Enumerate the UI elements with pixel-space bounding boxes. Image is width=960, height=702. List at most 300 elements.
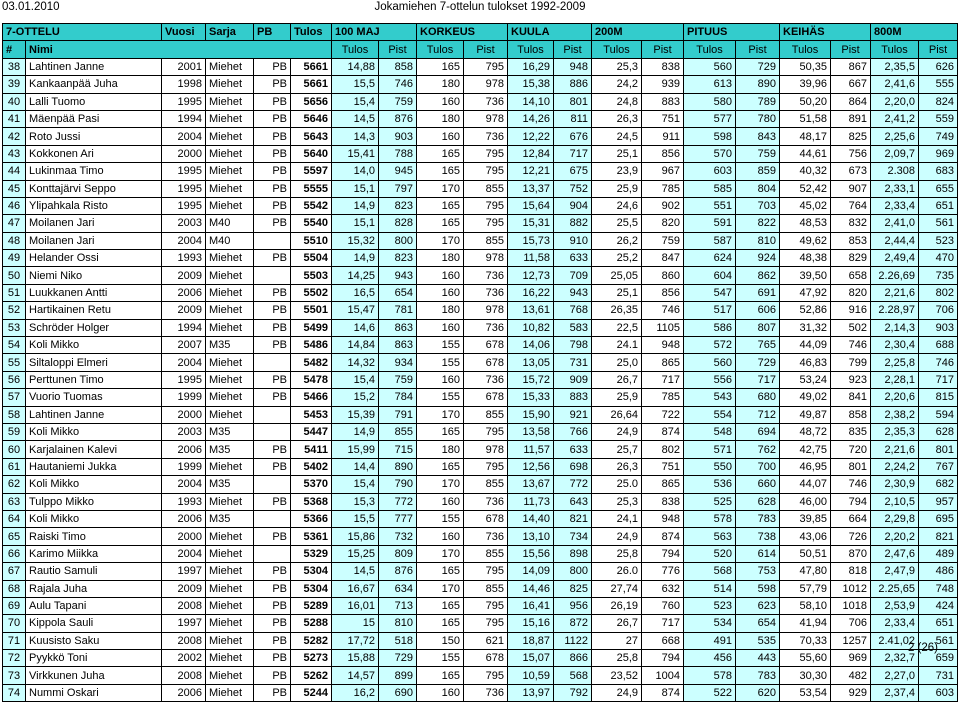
cell-javelin-points: 1018 bbox=[831, 597, 871, 614]
cell-shotput-result: 11,73 bbox=[508, 493, 554, 510]
cell-name: Niemi Niko bbox=[26, 267, 162, 284]
cell-year: 2004 bbox=[162, 232, 206, 249]
cell-800m-result: 2,53,9 bbox=[871, 597, 919, 614]
cell-name: Moilanen Jari bbox=[26, 215, 162, 232]
cell-javelin-points: 726 bbox=[831, 528, 871, 545]
cell-longjump-result: 604 bbox=[684, 267, 736, 284]
cell-800m-points: 626 bbox=[919, 58, 958, 75]
cell-highjump-points: 678 bbox=[464, 389, 508, 406]
cell-pb: PB bbox=[254, 110, 291, 127]
cell-shotput-result: 15,38 bbox=[508, 76, 554, 93]
cell-highjump-points: 736 bbox=[464, 371, 508, 388]
cell-hurdles-result: 15,3 bbox=[332, 493, 379, 510]
cell-longjump-points: 535 bbox=[736, 632, 780, 649]
cell-highjump-points: 736 bbox=[464, 493, 508, 510]
cell-shotput-points: 904 bbox=[554, 197, 592, 214]
cell-shotput-result: 13,97 bbox=[508, 684, 554, 701]
cell-highjump-result: 165 bbox=[417, 423, 464, 440]
table-row bbox=[3, 302, 958, 319]
cell-hurdles-points: 690 bbox=[379, 684, 417, 701]
cell-highjump-result: 165 bbox=[417, 163, 464, 180]
cell-total: 5661 bbox=[291, 58, 332, 75]
cell-800m-points: 969 bbox=[919, 145, 958, 162]
table-row bbox=[3, 76, 958, 93]
cell-longjump-result: 525 bbox=[684, 493, 736, 510]
cell-javelin-result: 46,83 bbox=[780, 354, 831, 371]
cell-highjump-points: 678 bbox=[464, 354, 508, 371]
cell-highjump-points: 855 bbox=[464, 180, 508, 197]
cell-rank: 49 bbox=[3, 250, 26, 267]
cell-longjump-points: 765 bbox=[736, 337, 780, 354]
cell-rank: 48 bbox=[3, 232, 26, 249]
cell-hurdles-result: 14,9 bbox=[332, 197, 379, 214]
cell-hurdles-points: 876 bbox=[379, 110, 417, 127]
cell-highjump-points: 736 bbox=[464, 93, 508, 110]
cell-name: Koli Mikko bbox=[26, 337, 162, 354]
cell-shotput-points: 909 bbox=[554, 371, 592, 388]
cell-longjump-points: 859 bbox=[736, 163, 780, 180]
cell-total: 5656 bbox=[291, 93, 332, 110]
cell-series: Miehet bbox=[206, 110, 254, 127]
cell-highjump-result: 160 bbox=[417, 528, 464, 545]
cell-200m-result: 22,5 bbox=[592, 319, 642, 336]
cell-800m-result: 2,32,7 bbox=[871, 650, 919, 667]
cell-800m-result: 2.25,65 bbox=[871, 580, 919, 597]
cell-800m-points: 801 bbox=[919, 441, 958, 458]
cell-800m-points: 682 bbox=[919, 476, 958, 493]
cell-shotput-points: 866 bbox=[554, 650, 592, 667]
cell-total: 5411 bbox=[291, 441, 332, 458]
cell-800m-points: 748 bbox=[919, 580, 958, 597]
table-row bbox=[3, 58, 958, 75]
table-row bbox=[3, 145, 958, 162]
cell-hurdles-result: 16,01 bbox=[332, 597, 379, 614]
cell-longjump-result: 585 bbox=[684, 180, 736, 197]
cell-longjump-result: 456 bbox=[684, 650, 736, 667]
cell-name: Luukkanen Antti bbox=[26, 284, 162, 301]
cell-total: 5361 bbox=[291, 528, 332, 545]
table-row bbox=[3, 493, 958, 510]
cell-pb: PB bbox=[254, 180, 291, 197]
cell-pb: PB bbox=[254, 197, 291, 214]
cell-800m-points: 561 bbox=[919, 632, 958, 649]
cell-800m-points: 651 bbox=[919, 197, 958, 214]
cell-highjump-result: 165 bbox=[417, 667, 464, 684]
cell-rank: 64 bbox=[3, 510, 26, 527]
cell-shotput-result: 15,16 bbox=[508, 615, 554, 632]
cell-800m-points: 957 bbox=[919, 493, 958, 510]
table-row bbox=[3, 337, 958, 354]
cell-series: Miehet bbox=[206, 145, 254, 162]
cell-name: Rajala Juha bbox=[26, 580, 162, 597]
cell-highjump-result: 165 bbox=[417, 597, 464, 614]
cell-longjump-points: 862 bbox=[736, 267, 780, 284]
cell-hurdles-result: 16,67 bbox=[332, 580, 379, 597]
cell-hurdles-result: 14,57 bbox=[332, 667, 379, 684]
cell-hurdles-result: 14,5 bbox=[332, 563, 379, 580]
cell-highjump-result: 165 bbox=[417, 615, 464, 632]
col-series: Sarja bbox=[206, 24, 254, 41]
cell-longjump-points: 762 bbox=[736, 441, 780, 458]
cell-name: Tulppo Mikko bbox=[26, 493, 162, 510]
cell-longjump-result: 563 bbox=[684, 528, 736, 545]
cell-hurdles-result: 15,2 bbox=[332, 389, 379, 406]
cell-shotput-points: 583 bbox=[554, 319, 592, 336]
cell-javelin-result: 39,85 bbox=[780, 510, 831, 527]
cell-hurdles-points: 863 bbox=[379, 337, 417, 354]
cell-800m-result: 2,20,6 bbox=[871, 389, 919, 406]
cell-highjump-points: 795 bbox=[464, 215, 508, 232]
table-row bbox=[3, 528, 958, 545]
table-row bbox=[3, 319, 958, 336]
cell-javelin-result: 53,24 bbox=[780, 371, 831, 388]
cell-year: 1994 bbox=[162, 319, 206, 336]
cell-javelin-result: 50,51 bbox=[780, 545, 831, 562]
cell-800m-result: 2,10,5 bbox=[871, 493, 919, 510]
cell-200m-points: 759 bbox=[642, 232, 684, 249]
cell-highjump-points: 795 bbox=[464, 615, 508, 632]
cell-shotput-points: 821 bbox=[554, 510, 592, 527]
cell-javelin-result: 47,80 bbox=[780, 563, 831, 580]
cell-rank: 40 bbox=[3, 93, 26, 110]
cell-name: Hartikainen Retu bbox=[26, 302, 162, 319]
cell-longjump-result: 536 bbox=[684, 476, 736, 493]
cell-longjump-points: 729 bbox=[736, 354, 780, 371]
cell-rank: 50 bbox=[3, 267, 26, 284]
cell-shotput-result: 16,41 bbox=[508, 597, 554, 614]
cell-shotput-result: 14,06 bbox=[508, 337, 554, 354]
cell-hurdles-points: 828 bbox=[379, 215, 417, 232]
cell-800m-result: 2,09,7 bbox=[871, 145, 919, 162]
cell-longjump-result: 550 bbox=[684, 458, 736, 475]
cell-longjump-result: 580 bbox=[684, 93, 736, 110]
cell-highjump-points: 621 bbox=[464, 632, 508, 649]
cell-highjump-result: 155 bbox=[417, 389, 464, 406]
cell-rank: 51 bbox=[3, 284, 26, 301]
cell-name: Karimo Miikka bbox=[26, 545, 162, 562]
cell-longjump-result: 491 bbox=[684, 632, 736, 649]
cell-total: 5304 bbox=[291, 580, 332, 597]
cell-hurdles-result: 14,32 bbox=[332, 354, 379, 371]
cell-rank: 46 bbox=[3, 197, 26, 214]
cell-total: 5402 bbox=[291, 458, 332, 475]
cell-series: Miehet bbox=[206, 493, 254, 510]
cell-200m-result: 27 bbox=[592, 632, 642, 649]
cell-hurdles-result: 14,5 bbox=[332, 110, 379, 127]
cell-total: 5329 bbox=[291, 545, 332, 562]
cell-rank: 61 bbox=[3, 458, 26, 475]
cell-200m-points: 785 bbox=[642, 180, 684, 197]
subcol-points: Pist bbox=[831, 41, 871, 58]
cell-hurdles-result: 14,9 bbox=[332, 250, 379, 267]
cell-longjump-points: 712 bbox=[736, 406, 780, 423]
cell-shotput-result: 11,57 bbox=[508, 441, 554, 458]
cell-rank: 70 bbox=[3, 615, 26, 632]
cell-year: 2004 bbox=[162, 128, 206, 145]
cell-200m-result: 26,7 bbox=[592, 371, 642, 388]
cell-200m-points: 717 bbox=[642, 615, 684, 632]
cell-javelin-result: 53,54 bbox=[780, 684, 831, 701]
cell-year: 1993 bbox=[162, 250, 206, 267]
cell-year: 1998 bbox=[162, 76, 206, 93]
cell-javelin-result: 43,06 bbox=[780, 528, 831, 545]
cell-highjump-result: 160 bbox=[417, 267, 464, 284]
event-title: 7-OTTELU bbox=[3, 24, 162, 41]
cell-shotput-points: 883 bbox=[554, 389, 592, 406]
cell-hurdles-result: 14,6 bbox=[332, 319, 379, 336]
cell-shotput-result: 15,72 bbox=[508, 371, 554, 388]
cell-year: 1997 bbox=[162, 563, 206, 580]
cell-800m-result: 2,41,2 bbox=[871, 110, 919, 127]
cell-200m-result: 24.1 bbox=[592, 337, 642, 354]
cell-longjump-result: 520 bbox=[684, 545, 736, 562]
cell-series: M35 bbox=[206, 510, 254, 527]
cell-pb bbox=[254, 545, 291, 562]
cell-highjump-result: 180 bbox=[417, 250, 464, 267]
cell-200m-points: 911 bbox=[642, 128, 684, 145]
cell-longjump-points: 598 bbox=[736, 580, 780, 597]
cell-name: Nummi Oskari bbox=[26, 684, 162, 701]
cell-800m-points: 603 bbox=[919, 684, 958, 701]
cell-200m-points: 838 bbox=[642, 493, 684, 510]
cell-800m-points: 470 bbox=[919, 250, 958, 267]
cell-shotput-result: 18,87 bbox=[508, 632, 554, 649]
cell-highjump-result: 180 bbox=[417, 441, 464, 458]
cell-series: Miehet bbox=[206, 197, 254, 214]
cell-200m-points: 746 bbox=[642, 302, 684, 319]
cell-highjump-result: 155 bbox=[417, 354, 464, 371]
cell-highjump-result: 160 bbox=[417, 284, 464, 301]
cell-series: Miehet bbox=[206, 371, 254, 388]
cell-shotput-result: 15,33 bbox=[508, 389, 554, 406]
cell-hurdles-points: 732 bbox=[379, 528, 417, 545]
cell-hurdles-points: 788 bbox=[379, 145, 417, 162]
cell-shotput-result: 12,84 bbox=[508, 145, 554, 162]
cell-hurdles-points: 729 bbox=[379, 650, 417, 667]
cell-year: 2009 bbox=[162, 302, 206, 319]
cell-longjump-result: 586 bbox=[684, 319, 736, 336]
cell-series: M40 bbox=[206, 232, 254, 249]
cell-hurdles-points: 797 bbox=[379, 180, 417, 197]
table-row bbox=[3, 232, 958, 249]
cell-800m-points: 683 bbox=[919, 163, 958, 180]
cell-name: Kuusisto Saku bbox=[26, 632, 162, 649]
cell-800m-result: 2.308 bbox=[871, 163, 919, 180]
cell-shotput-points: 872 bbox=[554, 615, 592, 632]
cell-800m-points: 695 bbox=[919, 510, 958, 527]
cell-200m-points: 722 bbox=[642, 406, 684, 423]
cell-hurdles-result: 16,5 bbox=[332, 284, 379, 301]
col-name: Nimi bbox=[26, 41, 332, 58]
cell-hurdles-points: 759 bbox=[379, 371, 417, 388]
cell-javelin-result: 42,75 bbox=[780, 441, 831, 458]
cell-javelin-points: 764 bbox=[831, 197, 871, 214]
cell-rank: 60 bbox=[3, 441, 26, 458]
table-row bbox=[3, 128, 958, 145]
cell-200m-points: 948 bbox=[642, 337, 684, 354]
cell-total: 5640 bbox=[291, 145, 332, 162]
cell-year: 1995 bbox=[162, 180, 206, 197]
cell-javelin-points: 667 bbox=[831, 76, 871, 93]
cell-javelin-points: 746 bbox=[831, 476, 871, 493]
cell-hurdles-points: 858 bbox=[379, 58, 417, 75]
cell-javelin-result: 46,95 bbox=[780, 458, 831, 475]
col-800m: 800M bbox=[871, 24, 958, 41]
cell-javelin-result: 49,62 bbox=[780, 232, 831, 249]
cell-series: Miehet bbox=[206, 650, 254, 667]
cell-highjump-points: 736 bbox=[464, 267, 508, 284]
cell-800m-result: 2,41,0 bbox=[871, 215, 919, 232]
cell-800m-result: 2,41,6 bbox=[871, 76, 919, 93]
cell-name: Pyykkö Toni bbox=[26, 650, 162, 667]
cell-longjump-result: 624 bbox=[684, 250, 736, 267]
cell-total: 5646 bbox=[291, 110, 332, 127]
cell-highjump-result: 155 bbox=[417, 510, 464, 527]
header-row-subcols bbox=[3, 41, 958, 58]
cell-200m-result: 25.0 bbox=[592, 476, 642, 493]
subcol-result: Tulos bbox=[417, 41, 464, 58]
cell-year: 2000 bbox=[162, 145, 206, 162]
cell-total: 5366 bbox=[291, 510, 332, 527]
cell-800m-result: 2,47,9 bbox=[871, 563, 919, 580]
cell-shotput-points: 633 bbox=[554, 441, 592, 458]
cell-rank: 58 bbox=[3, 406, 26, 423]
cell-longjump-result: 598 bbox=[684, 128, 736, 145]
cell-800m-result: 2,25,6 bbox=[871, 128, 919, 145]
cell-200m-points: 794 bbox=[642, 650, 684, 667]
cell-longjump-result: 554 bbox=[684, 406, 736, 423]
cell-highjump-points: 855 bbox=[464, 476, 508, 493]
cell-javelin-result: 45,02 bbox=[780, 197, 831, 214]
cell-hurdles-result: 15,25 bbox=[332, 545, 379, 562]
cell-longjump-result: 522 bbox=[684, 684, 736, 701]
cell-total: 5453 bbox=[291, 406, 332, 423]
cell-rank: 43 bbox=[3, 145, 26, 162]
table-row bbox=[3, 476, 958, 493]
cell-series: Miehet bbox=[206, 389, 254, 406]
cell-hurdles-points: 934 bbox=[379, 354, 417, 371]
table-row bbox=[3, 650, 958, 667]
cell-800m-points: 802 bbox=[919, 284, 958, 301]
col-100m-hurdles: 100 MAJ bbox=[332, 24, 417, 41]
table-row bbox=[3, 250, 958, 267]
table-row bbox=[3, 580, 958, 597]
cell-name: Koli Mikko bbox=[26, 510, 162, 527]
cell-200m-result: 26,19 bbox=[592, 597, 642, 614]
cell-shotput-points: 752 bbox=[554, 180, 592, 197]
cell-shotput-points: 676 bbox=[554, 128, 592, 145]
cell-200m-result: 25,3 bbox=[592, 493, 642, 510]
cell-rank: 41 bbox=[3, 110, 26, 127]
cell-series: Miehet bbox=[206, 319, 254, 336]
cell-highjump-points: 736 bbox=[464, 284, 508, 301]
table-row bbox=[3, 615, 958, 632]
cell-shotput-result: 15,64 bbox=[508, 197, 554, 214]
cell-longjump-result: 547 bbox=[684, 284, 736, 301]
cell-series: Miehet bbox=[206, 163, 254, 180]
cell-javelin-points: 829 bbox=[831, 250, 871, 267]
cell-highjump-result: 165 bbox=[417, 145, 464, 162]
cell-javelin-result: 50,35 bbox=[780, 58, 831, 75]
print-date: 03.01.2010 bbox=[2, 1, 60, 13]
cell-200m-result: 26.0 bbox=[592, 563, 642, 580]
cell-shotput-points: 800 bbox=[554, 563, 592, 580]
cell-shotput-points: 772 bbox=[554, 476, 592, 493]
cell-hurdles-points: 855 bbox=[379, 423, 417, 440]
table-row bbox=[3, 389, 958, 406]
cell-pb bbox=[254, 476, 291, 493]
page-title: Jokamiehen 7-ottelun tulokset 1992-2009 bbox=[374, 1, 586, 13]
cell-shotput-points: 792 bbox=[554, 684, 592, 701]
cell-800m-points: 594 bbox=[919, 406, 958, 423]
cell-800m-result: 2,21,6 bbox=[871, 284, 919, 301]
cell-shotput-points: 886 bbox=[554, 76, 592, 93]
cell-hurdles-result: 14,9 bbox=[332, 423, 379, 440]
cell-longjump-points: 759 bbox=[736, 145, 780, 162]
cell-200m-points: 751 bbox=[642, 458, 684, 475]
cell-200m-points: 874 bbox=[642, 423, 684, 440]
cell-series: Miehet bbox=[206, 354, 254, 371]
cell-200m-result: 25,1 bbox=[592, 145, 642, 162]
cell-javelin-points: 832 bbox=[831, 215, 871, 232]
cell-hurdles-result: 16,2 bbox=[332, 684, 379, 701]
cell-longjump-result: 560 bbox=[684, 354, 736, 371]
cell-shotput-result: 13,58 bbox=[508, 423, 554, 440]
cell-name: Vuorio Tuomas bbox=[26, 389, 162, 406]
cell-highjump-points: 855 bbox=[464, 406, 508, 423]
cell-pb: PB bbox=[254, 93, 291, 110]
table-row bbox=[3, 371, 958, 388]
cell-hurdles-points: 713 bbox=[379, 597, 417, 614]
cell-800m-result: 2,30,9 bbox=[871, 476, 919, 493]
cell-year: 1999 bbox=[162, 389, 206, 406]
col-year: Vuosi bbox=[162, 24, 206, 41]
cell-total: 5288 bbox=[291, 615, 332, 632]
table-row bbox=[3, 93, 958, 110]
cell-longjump-points: 822 bbox=[736, 215, 780, 232]
cell-name: Aulu Tapani bbox=[26, 597, 162, 614]
cell-year: 2003 bbox=[162, 423, 206, 440]
cell-800m-result: 2,27,0 bbox=[871, 667, 919, 684]
cell-pb: PB bbox=[254, 128, 291, 145]
subcol-result: Tulos bbox=[871, 41, 919, 58]
cell-series: Miehet bbox=[206, 545, 254, 562]
cell-name: Rautio Samuli bbox=[26, 563, 162, 580]
cell-longjump-result: 578 bbox=[684, 667, 736, 684]
cell-200m-result: 26,2 bbox=[592, 232, 642, 249]
cell-longjump-points: 738 bbox=[736, 528, 780, 545]
cell-pb: PB bbox=[254, 319, 291, 336]
cell-javelin-points: 858 bbox=[831, 406, 871, 423]
cell-highjump-points: 795 bbox=[464, 58, 508, 75]
cell-shotput-points: 811 bbox=[554, 110, 592, 127]
col-shot-put: KUULA bbox=[508, 24, 592, 41]
cell-200m-result: 24,9 bbox=[592, 684, 642, 701]
subcol-points: Pist bbox=[464, 41, 508, 58]
cell-highjump-points: 736 bbox=[464, 319, 508, 336]
cell-rank: 39 bbox=[3, 76, 26, 93]
cell-800m-points: 717 bbox=[919, 371, 958, 388]
cell-pb: PB bbox=[254, 667, 291, 684]
cell-shotput-result: 14,09 bbox=[508, 563, 554, 580]
cell-name: Kokkonen Ari bbox=[26, 145, 162, 162]
cell-pb bbox=[254, 510, 291, 527]
cell-shotput-points: 734 bbox=[554, 528, 592, 545]
cell-pb bbox=[254, 423, 291, 440]
table-row bbox=[3, 406, 958, 423]
cell-200m-result: 24,8 bbox=[592, 93, 642, 110]
cell-shotput-result: 10,59 bbox=[508, 667, 554, 684]
